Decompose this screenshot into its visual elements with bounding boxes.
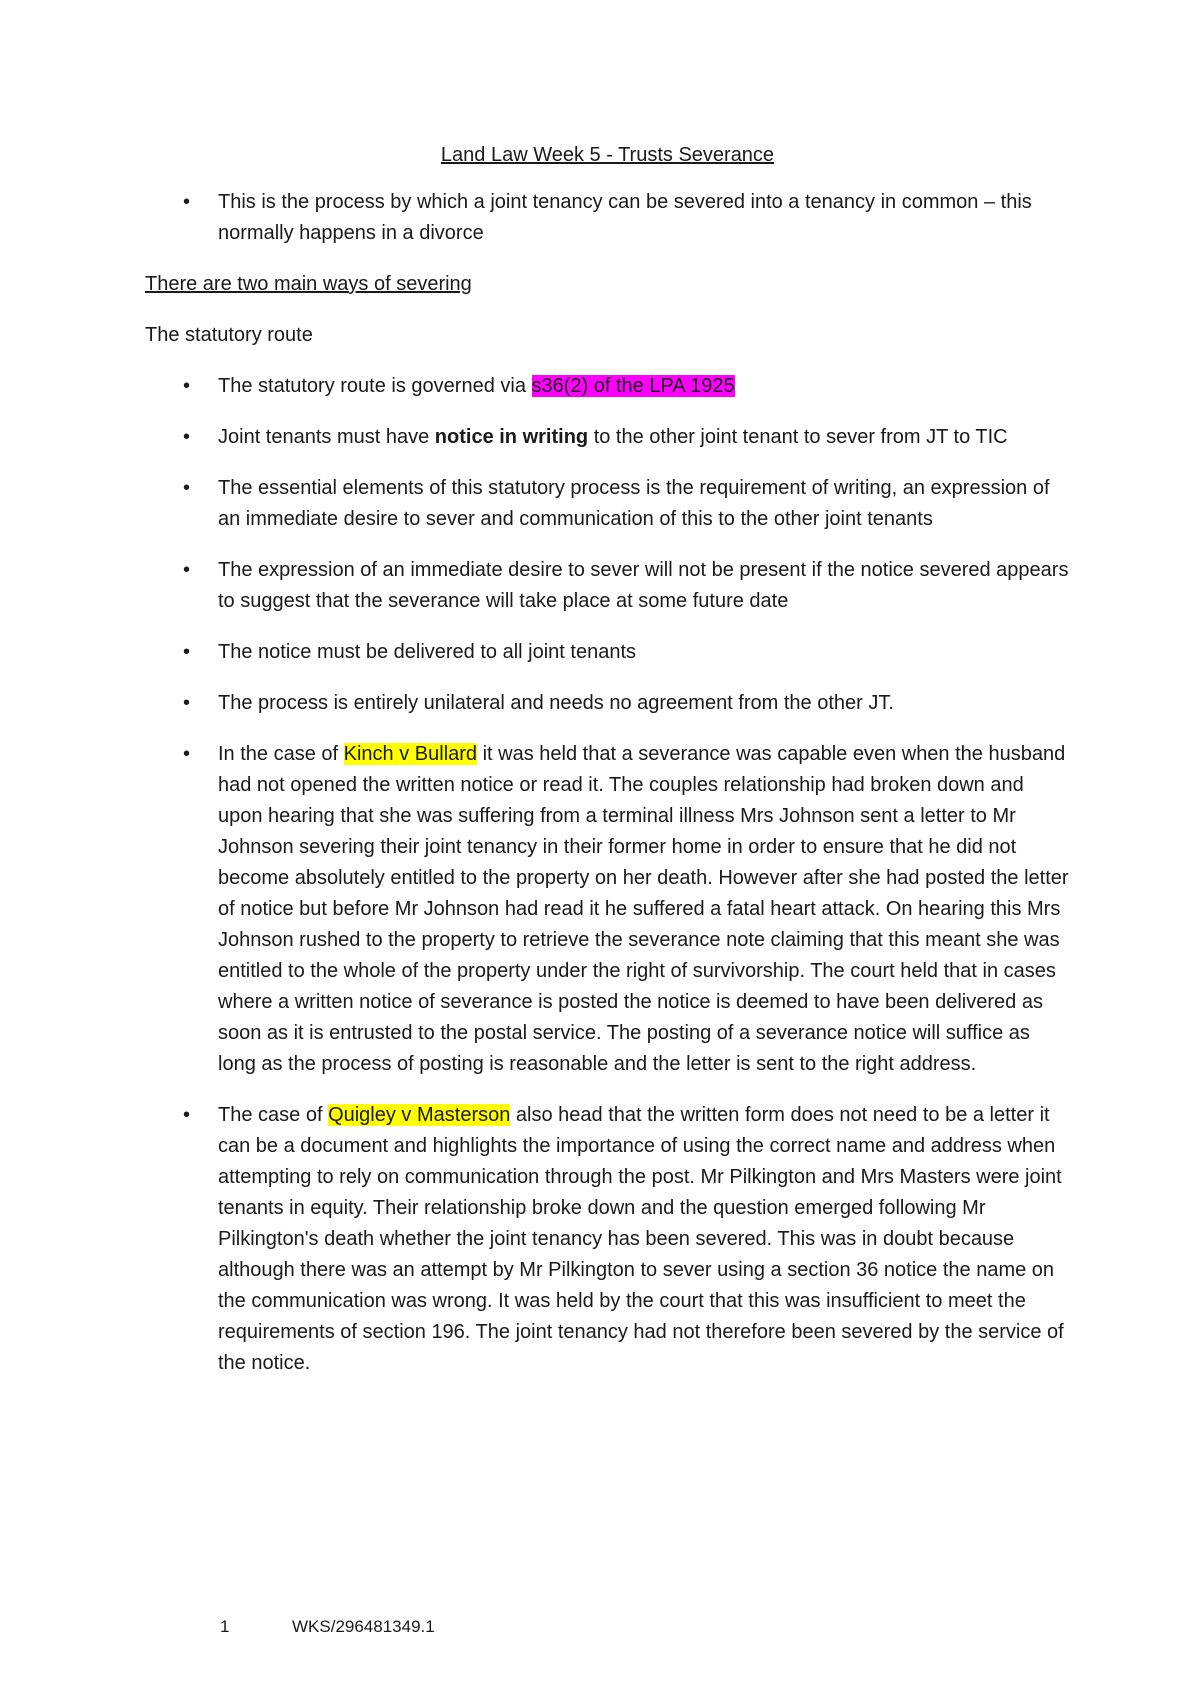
bullet-text: The expression of an immediate desire to sever will not be present if the notice severed appears to suggest that the severance will take place at some future date (218, 559, 1069, 612)
bullet-text: it was held that a severance was capable even when the husband had not opened the written notice or read it. The couples relationship had broken down and upon hearing that she was suffering from a terminal illness Mrs Johnson sent a letter to Mr Johnson severing their joint tenancy in their former home in order to ensure that he did not become absolutely entitled to the property on her death. However after she had posted the letter of notice but before Mr Johnson had read it he suffered a fatal heart attack. On hearing this Mrs Johnson rushed to the property to retrieve the severance note claiming that this meant she was entitled to the whole of the property under the right of survivorship. The court held that in cases where a written notice of severance is posted the notice is deemed to have been delivered as soon as it is entrusted to the postal service. The posting of a severance notice will suffice as long as the process of posting is reasonable and the letter is sent to the right address. (218, 743, 1069, 1075)
bullet-icon: • (183, 559, 191, 581)
intro-list (145, 187, 1070, 249)
document-reference: WKS/296481349.1 (292, 1617, 435, 1636)
statute-reference-highlight: s36(2) of the LPA 1925 (531, 375, 735, 397)
document-title: Land Law Week 5 - Trusts Severance (440, 144, 775, 166)
bullet-text: also head that the written form does not need to be a letter it can be a document and highlights the importance of using the correct name and address when attempting to rely on communication through the post. Mr Pilkington and Mrs Masters were joint tenants in equity. Their relationship broke down and the question emerged following Mr Pilkington's death whether the joint tenancy has been severed. This was in doubt because although there was an attempt by Mr Pilkington to sever using a section 36 notice the name on the communication was wrong. It was held by the court that this was insufficient to meet the requirements of section 196. The joint tenancy had not therefore been severed by the service of the notice. (218, 1104, 1064, 1374)
list-item (145, 688, 1070, 719)
bullet-text: This is the process by which a joint tenancy can be severed into a tenancy in common – this normally happens in a divorce (218, 191, 1032, 244)
page-number: 1 (220, 1617, 230, 1636)
bullet-icon: • (183, 191, 191, 213)
bold-phrase: notice in writing (434, 426, 589, 448)
bullet-icon: • (183, 477, 191, 499)
document-body (145, 140, 1070, 1399)
bullet-icon: • (183, 743, 191, 765)
list-item (145, 371, 1070, 402)
bullet-text: The notice must be delivered to all joint tenants (218, 641, 637, 663)
bullet-text: The statutory route is governed via (218, 375, 532, 397)
bullet-icon: • (183, 692, 191, 714)
bullet-text: The essential elements of this statutory process is the requirement of writing, an expression of an immediate desire to sever and communication of this to the other joint tenants (218, 477, 1050, 530)
list-item (145, 555, 1070, 617)
case-name-highlight: Quigley v Masterson (328, 1104, 511, 1126)
bullet-text: In the case of (218, 743, 344, 765)
list-item (145, 739, 1070, 1080)
bullet-text: The process is entirely unilateral and needs no agreement from the other JT. (218, 692, 894, 714)
list-item (145, 473, 1070, 535)
statutory-route-list (145, 371, 1070, 1379)
bullet-icon: • (183, 375, 191, 397)
bullet-icon: • (183, 426, 191, 448)
bullet-text: Joint tenants must have (218, 426, 435, 448)
section-heading: There are two main ways of severing (145, 273, 472, 295)
case-name-highlight: Kinch v Bullard (343, 743, 478, 765)
list-item (145, 187, 1070, 249)
list-item (145, 422, 1070, 453)
list-item (145, 637, 1070, 668)
bullet-icon: • (183, 641, 191, 663)
bullet-text: The case of (218, 1104, 329, 1126)
bullet-icon: • (183, 1104, 191, 1126)
bullet-text: to the other joint tenant to sever from JT to TIC (588, 426, 1008, 448)
subheading: The statutory route (145, 324, 313, 346)
list-item (145, 1100, 1070, 1379)
